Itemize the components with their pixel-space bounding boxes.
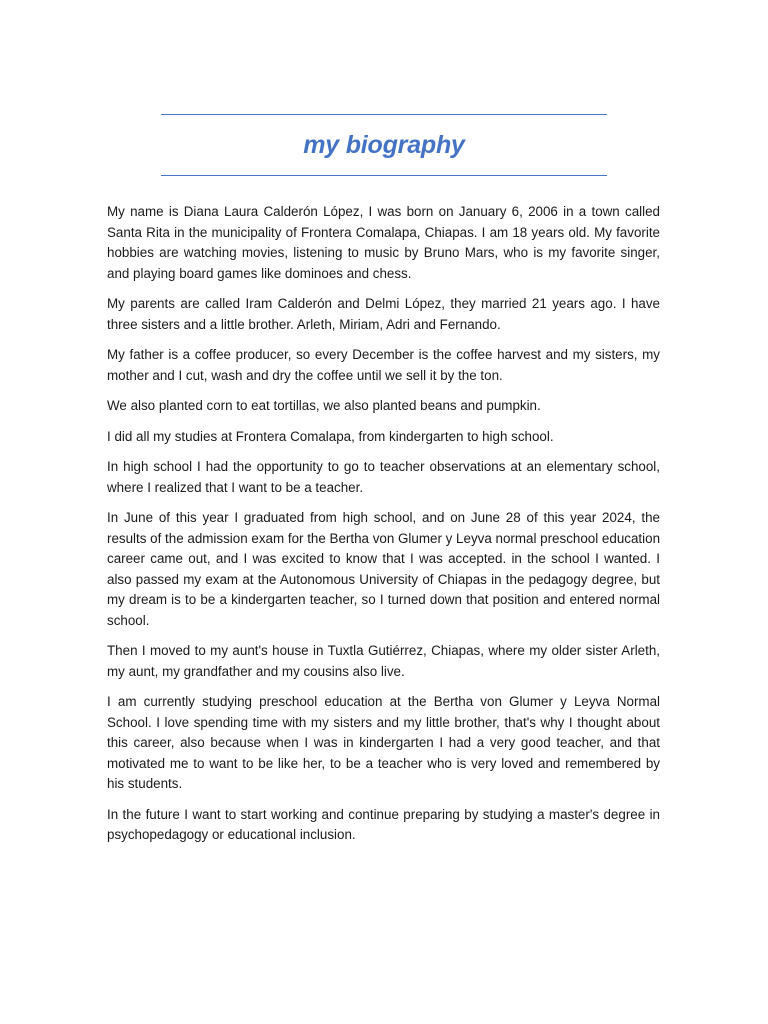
paragraph: I did all my studies at Frontera Comalapa, from kindergarten to high school. xyxy=(107,428,554,444)
paragraph: My parents are called Iram Calderón and Delmi López, they married 21 years ago. I have three sisters and a little brother. Arleth, Miriam, Adri and Fernando. xyxy=(107,296,660,332)
page-title: my biography xyxy=(303,131,465,159)
paragraph: My father is a coffee producer, so every December is the coffee harvest and my sisters, my mother and I cut, wash and dry the coffee until we sell it by the ton. xyxy=(107,347,660,383)
paragraph: Then I moved to my aunt's house in Tuxtla Gutiérrez, Chiapas, where my older sister Arleth, my aunt, my grandfather and my cousins also live. xyxy=(107,643,660,679)
title-block xyxy=(161,114,607,176)
paragraph: In the future I want to start working and continue preparing by studying a master's degree in psychopedagogy or educational inclusion. xyxy=(107,806,660,842)
paragraph: We also planted corn to eat tortillas, we also planted beans and pumpkin. xyxy=(107,398,541,413)
body-text xyxy=(107,202,660,856)
paragraph: I am currently studying preschool education at the Bertha von Glumer y Leyva Normal School. I love spending time with my sisters and my little brother, that's why I thought about this career, also because when I was in kindergarten I had a very good teacher, and that motivated me to want to be like her, to be a teacher who is very loved and remembered by his students. xyxy=(107,694,660,791)
paragraph: In high school I had the opportunity to go to teacher observations at an elementary school, where I realized that I want to be a teacher. xyxy=(107,459,660,495)
title-top-rule xyxy=(161,114,607,115)
title-bottom-rule xyxy=(161,175,607,176)
paragraph: In June of this year I graduated from high school, and on June 28 of this year 2024, the results of the admission exam for the Bertha von Glumer y Leyva normal preschool education career came out, and I was excited to know that I was accepted. in the school I wanted. I also passed my exam at the Autonomous University of Chiapas in the pedagogy degree, but my dream is to be a kindergarten teacher, so I turned down that position and entered normal school. xyxy=(107,510,661,628)
paragraph: My name is Diana Laura Calderón López, I was born on January 6, 2006 in a town called Santa Rita in the municipality of Frontera Comalapa, Chiapas. I am 18 years old. My favorite hobbies are watching movies, listening to music by Bruno Mars, who is my favorite singer, and playing board games like dominoes and chess. xyxy=(107,204,660,281)
